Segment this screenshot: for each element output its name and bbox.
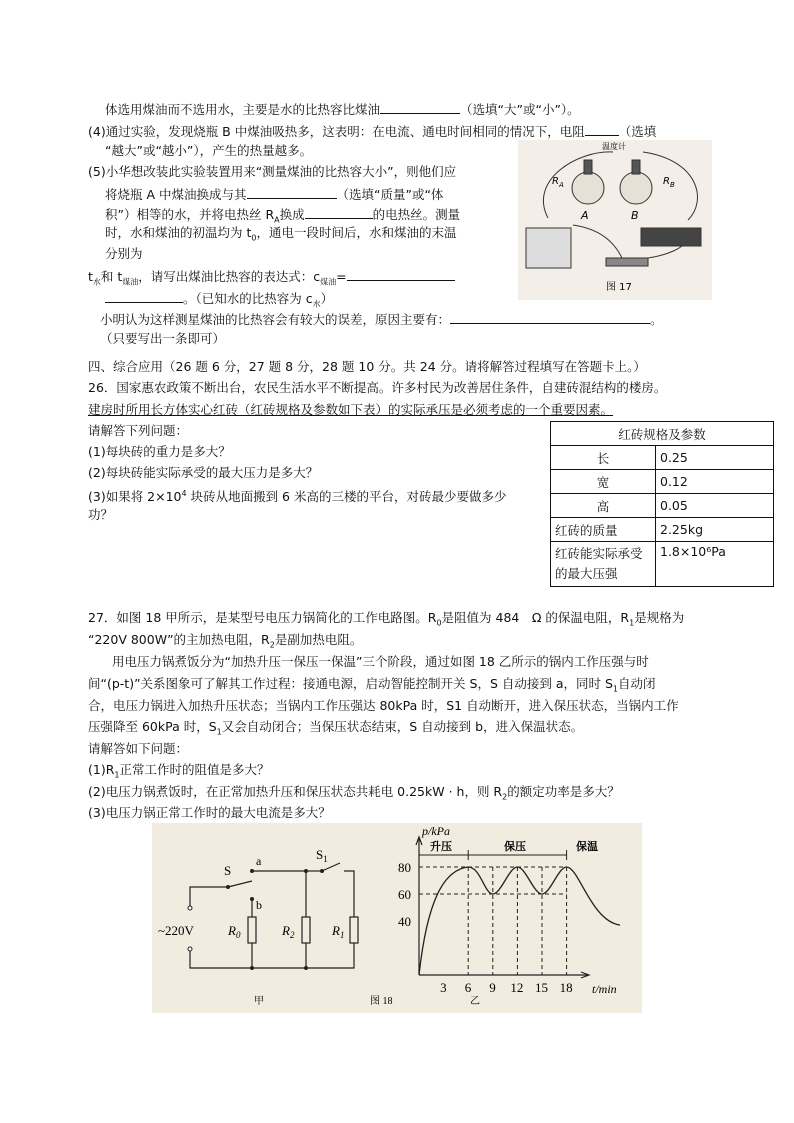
- flask-a-label: A: [581, 209, 589, 222]
- ra-label: $R_A$: [552, 176, 564, 189]
- q27-line6: 压强降至 60kPa 时，$S_1$又会自动闭合；当保压状态结束，S 自动接到 b，进入保温状态。: [88, 719, 584, 737]
- section-4-heading: 四、综合应用（26 题 6 分，27 题 8 分，28 题 10 分。共 24 分。请将解答过程填写在答题卡上。）: [88, 359, 646, 374]
- q27-line4: 间“(p-t)”关系图象可了解其工作过程：接通电源，启动智能控制开关 S，S 自动接到 a，同时 $S_1$自动闭: [88, 676, 656, 694]
- x-axis-label: t/min: [592, 982, 617, 996]
- q25-line11: 小明认为这样测星煤油的比热容会有较大的误差，原因主要有： 。: [100, 312, 663, 327]
- q25-line10: 。（已知水的比热容为 $c_水$）: [105, 289, 333, 313]
- pressure-curve: [419, 867, 620, 975]
- right-caption: 乙: [470, 996, 480, 1007]
- terminal-a-label: a: [256, 854, 262, 868]
- q27-question-1: $(1)R_1$正常工作时的阻值是多大？: [88, 762, 270, 780]
- figure-18-caption: 图 18: [370, 996, 393, 1007]
- q25-line3: “越大”或“越小”），产生的热量越多。: [105, 143, 313, 158]
- x-tick-label: 6: [464, 980, 472, 995]
- r1-label: $R_1$: [332, 923, 345, 940]
- q25-line6: 积”）相等的水，并将电热丝 $R_A$换成 的电热丝。测量: [105, 207, 461, 225]
- left-caption: 甲: [254, 996, 264, 1007]
- q26-question-2: (2)每块砖能实际承受的最大压力是多大？: [88, 465, 319, 480]
- rb-label: $R_B$: [663, 176, 675, 189]
- y-tick-label: 60: [398, 887, 411, 902]
- q27-line3: 用电压力锅煮饭分为“加热升压一保压一保温”三个阶段，通过如图 18 乙所示的锅内工作压强与时: [112, 654, 649, 669]
- q25-line8: 分别为: [105, 246, 143, 261]
- r0-label: $R_0$: [228, 923, 241, 940]
- figure-18: [152, 823, 642, 1013]
- phase-label: 升压: [430, 841, 452, 853]
- q26-question-3: (3)如果将 $2\times 10^4$ 块砖从地面搬到 6 米高的三楼的平台，对砖最少要做多少: [88, 489, 507, 505]
- table-row: 宽 0.12: [551, 470, 774, 494]
- q26-line2: 建房时所用长方体实心红砖（红砖规格及参数如下表）的实际承压是必须考虑的一个重要因素。: [88, 402, 614, 417]
- y-axis-label: p/kPa: [422, 824, 450, 838]
- table-row: 红砖能实际承受的最大压强 1.8×10⁶Pa: [551, 542, 774, 587]
- table-row: 红砖的质量 2.25kg: [551, 518, 774, 542]
- y-tick-label: 40: [398, 914, 411, 929]
- y-tick-label: 80: [398, 860, 411, 875]
- circuit-apparatus-illustration: [518, 140, 712, 300]
- pressure-time-chart: [398, 837, 620, 995]
- flask-b-label: B: [631, 209, 639, 222]
- figure-17: [518, 140, 712, 300]
- switch-s-label: S: [224, 863, 232, 878]
- q26-question-3-cont: 功？: [88, 507, 114, 522]
- phase-label: 保温: [576, 841, 598, 853]
- figure-18-svg: [152, 823, 642, 1013]
- x-tick-label: 9: [489, 980, 496, 995]
- q25-line5: 将烧瓶 A 中煤油换成与其 （选填“质量”或“体: [105, 187, 444, 202]
- table-title: 红砖规格及参数: [551, 422, 774, 446]
- table-row: 高 0.05: [551, 494, 774, 518]
- q27-line1: 27．如图 18 甲所示，是某型号电压力锅简化的工作电路图。$R_0$是阻值为 484 Ω 的保温电阻，$R_1$是规格为: [88, 610, 685, 628]
- brick-spec-table: [550, 421, 774, 587]
- q25-line12: （只要写出一条即可）: [100, 331, 226, 346]
- q27-line7: 请解答如下问题：: [88, 741, 189, 756]
- x-tick-label: 18: [559, 980, 573, 995]
- q25-line9: $t_水$和 $t_{煤油}$，请写出煤油比热容的表达式：$c_{煤油}=$: [88, 267, 455, 291]
- phase-label: 保压: [504, 841, 526, 853]
- q27-line5: 合，电压力锅进入加热升压状态；当锅内工作压强达 80kPa 时，S1 自动断开，进入保压状态，当锅内工作: [88, 698, 679, 713]
- q27-line2: “220V 800W”的主加热电阻，$R_2$是副加热电阻。: [88, 632, 363, 650]
- circuit-diagram: [190, 863, 358, 968]
- terminal-b-label: b: [256, 898, 262, 912]
- q26-line1: 26．国家惠农政策不断出台，农民生活水平不断提高。许多村民为改善居住条件，自建砖混结构的楼房。: [88, 380, 667, 395]
- x-tick-label: 12: [510, 980, 524, 995]
- q26-line3: 请解答下列问题：: [88, 423, 189, 438]
- switch-s1-label: $S_1$: [316, 847, 328, 864]
- r2-label: $R_2$: [282, 923, 295, 940]
- x-tick-label: 3: [440, 980, 447, 995]
- q25-line4: (5)小华想改装此实验装置用来“测量煤油的比热容大小”，则他们应: [88, 164, 457, 179]
- thermometer-label: 温度计: [602, 142, 626, 151]
- figure-17-caption: 图 17: [606, 282, 632, 293]
- q27-question-2: (2)电压力锅煮饭时，在正常加热升压和保压状态共耗电 0.25kW · h，则 $R_2$的额定功率是多大？: [88, 784, 620, 802]
- voltage-label: ~220V: [158, 923, 194, 938]
- q25-line2: (4)通过实验，发现烧瓶 B 中煤油吸热多，这表明：在电流、通电时间相同的情况下，电阻 （选填: [88, 124, 657, 139]
- table-row: 长 0.25: [551, 446, 774, 470]
- axes: [416, 837, 589, 978]
- q25-line1: 体选用煤油而不选用水，主要是水的比热容比煤油 （选填“大”或“小”）。: [105, 102, 580, 117]
- q25-line7: 时，水和煤油的初温均为 $t_0$，通电一段时间后，水和煤油的末温: [105, 225, 457, 243]
- q26-question-1: (1)每块砖的重力是多大？: [88, 444, 231, 459]
- q27-question-3: (3)电压力锅正常工作时的最大电流是多大？: [88, 805, 331, 820]
- x-tick-label: 15: [535, 980, 548, 995]
